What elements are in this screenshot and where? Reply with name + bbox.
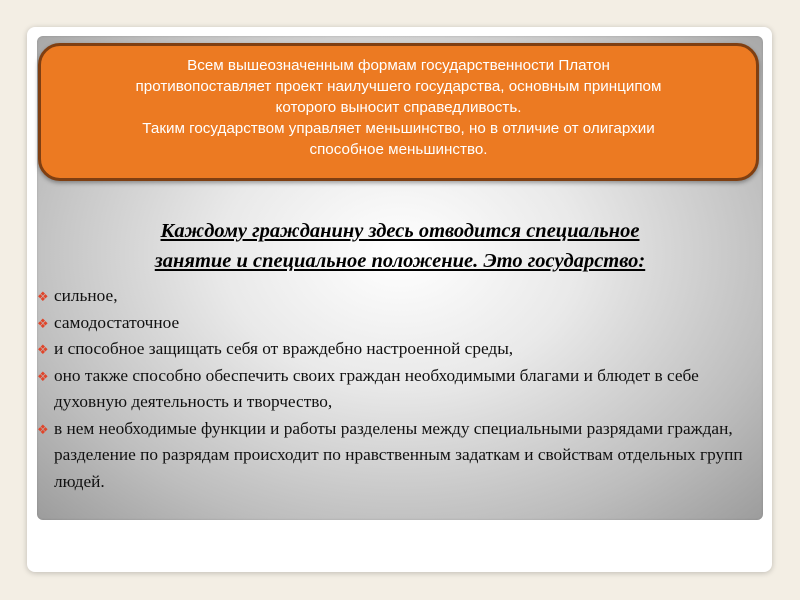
callout-box bbox=[38, 43, 759, 181]
callout-line-1: Всем вышеозначенным формам государственности Платон bbox=[187, 57, 610, 74]
bullet-list bbox=[36, 283, 754, 495]
list-item-text: и способное защищать себя от враждебно настроенной среды, bbox=[54, 339, 514, 358]
list-item bbox=[36, 416, 754, 496]
list-item-text: в нем необходимые функции и работы разделены между специальными разрядами граждан, разделение по разрядам происходит по нравственным задаткам и свойствам отдельных групп людей. bbox=[54, 418, 743, 491]
list-item bbox=[36, 363, 754, 416]
list-item-text: самодостаточное bbox=[54, 312, 180, 332]
list-item bbox=[36, 310, 754, 337]
diamond-bullet-icon: ❖ bbox=[37, 368, 49, 384]
diamond-bullet-icon: ❖ bbox=[37, 315, 49, 331]
list-item bbox=[36, 336, 754, 363]
list-item bbox=[36, 283, 754, 310]
callout-line-2: противопоставляет проект наилучшего государства, основным принципом bbox=[135, 78, 662, 95]
heading-line-2: занятие и специальное положение. Это государство: bbox=[154, 250, 646, 272]
heading-line-1: Каждому гражданину здесь отводится специальное bbox=[160, 220, 640, 242]
diamond-bullet-icon: ❖ bbox=[37, 289, 49, 304]
callout-line-4: Таким государством управляет меньшинство, но в отличие от олигархии bbox=[142, 120, 655, 137]
list-item-text: сильное, bbox=[54, 286, 118, 305]
list-item-text: оно также способно обеспечить своих граждан необходимыми благами и блюдет в себе духовную деятельность и творчество, bbox=[54, 365, 699, 411]
callout-line-5: способное меньшинство. bbox=[309, 141, 488, 158]
callout-line-3: которого выносит справедливость. bbox=[275, 99, 522, 116]
diamond-bullet-icon: ❖ bbox=[37, 342, 49, 357]
diamond-bullet-icon: ❖ bbox=[37, 421, 49, 437]
section-heading bbox=[60, 216, 740, 276]
